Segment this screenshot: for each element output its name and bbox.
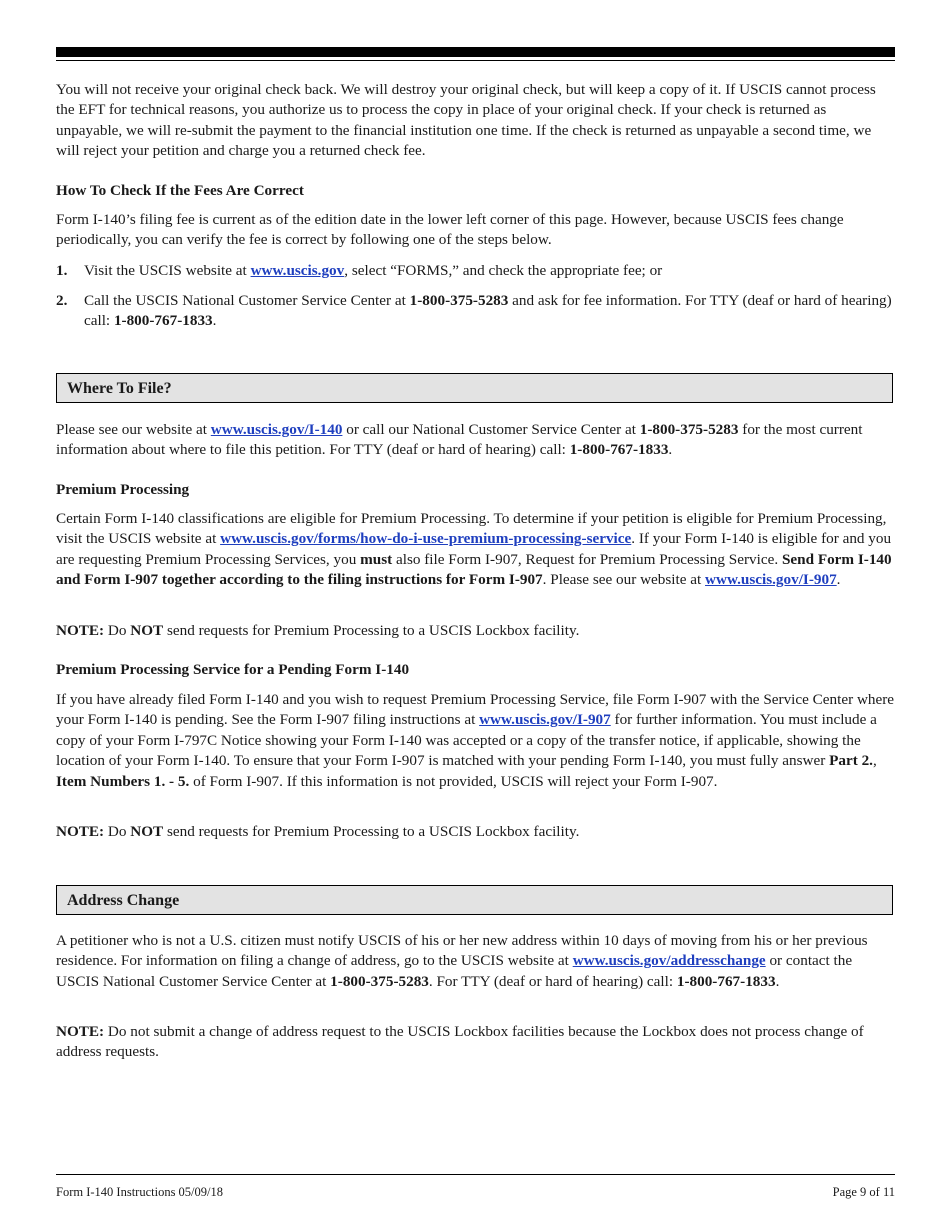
list-number: 2. <box>56 292 68 309</box>
address-change-header <box>56 885 893 915</box>
note-text: NOTE: Do NOT send requests for Premium Processing to a USCIS Lockbox facility. <box>56 823 580 840</box>
premium-processing-link[interactable]: www.uscis.gov/forms/how-do-i-use-premium-processing-service <box>220 530 632 548</box>
phone-number: 1-800-375-5283 <box>639 421 739 438</box>
pending-paragraph <box>56 690 895 792</box>
uscis-website-link[interactable]: www.uscis.gov <box>250 262 345 279</box>
where-to-file-text: Please see our website at www.uscis.gov/I-140 or call our National Customer Service Center at 1-800-375-5283 for the most current information about where to file this petition. For TTY (deaf or hard of hearing) call: 1-800-767-1833. <box>56 421 863 459</box>
check-paragraph <box>56 80 895 162</box>
pending-section <box>56 660 895 680</box>
address-change-note <box>56 1022 895 1063</box>
fees-intro-text: Form I-140’s filing fee is current as of the edition date in the lower left corner of this page. However, because USCIS fees change periodically, you can verify the fee is correct by following one of the steps below. <box>56 211 844 249</box>
fees-section <box>56 181 895 201</box>
list-item-text: Call the USCIS National Customer Service Center at 1-800-375-5283 and ask for fee information. For TTY (deaf or hard of hearing) call: 1-800-767-1833. <box>84 292 892 330</box>
fees-list-item-1 <box>56 261 895 281</box>
phone-number: 1-800-375-5283 <box>330 972 429 990</box>
uscis-i907-link[interactable]: www.uscis.gov/I-907 <box>705 571 837 589</box>
list-number: 1. <box>56 262 68 279</box>
pending-note <box>56 822 895 842</box>
list-item-text: Visit the USCIS website at www.uscis.gov, select “FORMS,” and check the appropriate fee; or <box>84 262 663 279</box>
phone-number: 1-800-375-5283 <box>409 292 509 309</box>
address-change-text: A petitioner who is not a U.S. citizen must notify USCIS of his or her new address within 10 days of moving from his or her previous residence. For information on filing a change of address, go to the USCIS website at www.uscis.gov/addresschange or contact the USCIS National Customer Service Center at 1-800-375-5283. For TTY (deaf or hard of hearing) call: 1-800-767-1833. <box>56 932 868 990</box>
premium-processing-heading: Premium Processing <box>56 481 190 498</box>
section-header-title: Where To File? <box>67 380 172 397</box>
note-text: NOTE: Do NOT send requests for Premium Processing to a USCIS Lockbox facility. <box>56 622 580 639</box>
note-text: NOTE: Do not submit a change of address request to the USCIS Lockbox facilities because the Lockbox does not process change of address requests. <box>56 1023 864 1061</box>
address-change-link[interactable]: www.uscis.gov/addresschange <box>572 952 766 970</box>
pending-text: If you have already filed Form I-140 and you wish to request Premium Processing Service, file Form I-907 with the Service Center where your Form I-140 is pending. See the Form I-907 filing instructions at www.uscis.gov/I-907 for further information. You must include a copy of your Form I-797C Notice showing your Form I-140 was accepted or a copy of the transfer notice, if applicable, showing the location of your Form I-140. To ensure that your Form I-907 is matched with your pending Form I-140, you must fully answer Part 2., Item Numbers 1. - 5. of Form I-907. If this information is not provided, USCIS will reject your Form I-907. <box>56 691 895 790</box>
footer-page-number: Page 9 of 11 <box>832 1185 895 1199</box>
top-thin-rule <box>56 60 895 61</box>
premium-processing-paragraph <box>56 509 895 591</box>
fees-heading: How To Check If the Fees Are Correct <box>56 182 304 199</box>
premium-processing-section <box>56 480 895 500</box>
tty-number: 1-800-767-1833 <box>569 441 669 459</box>
tty-number: 1-800-767-1833 <box>676 972 776 990</box>
uscis-i140-link[interactable]: www.uscis.gov/I-140 <box>210 421 343 438</box>
pending-heading: Premium Processing Service for a Pending Form I-140 <box>56 661 410 678</box>
section-header-title: Address Change <box>67 892 180 909</box>
where-to-file-header <box>56 373 893 403</box>
premium-processing-note <box>56 621 895 641</box>
check-paragraph-text: You will not receive your original check back. We will destroy your original check, but will keep a copy of it. If USCIS cannot process the EFT for technical reasons, you authorize us to process the copy in place of your original check. If your check is returned as unpayable, we will re-submit the payment to the financial institution one time. If the check is returned as unpayable a second time, we will reject your petition and charge you a returned check fee. <box>56 81 876 160</box>
fees-intro <box>56 210 895 251</box>
fees-list-item-2 <box>56 291 895 332</box>
top-thick-rule <box>56 47 895 57</box>
uscis-i907-link[interactable]: www.uscis.gov/I-907 <box>479 711 611 729</box>
address-change-paragraph <box>56 931 895 992</box>
footer-form-edition: Form I-140 Instructions 05/09/18 <box>56 1185 224 1199</box>
footer-rule <box>56 1174 895 1175</box>
premium-processing-text: Certain Form I-140 classifications are eligible for Premium Processing. To determine if your petition is eligible for Premium Processing, visit the USCIS website at www.uscis.gov/forms/how-do-i-use-premium-processing-service. If your Form I-140 is eligible for and you are requesting Premium Processing Services, you must also file Form I-907, Request for Premium Processing Service. Send Form I-140 and Form I-907 together according to the filing instructions for Form I-907. Please see our website at www.uscis.gov/I-907. <box>56 510 892 589</box>
tty-number: 1-800-767-1833 <box>113 312 213 330</box>
where-to-file-paragraph <box>56 420 895 461</box>
